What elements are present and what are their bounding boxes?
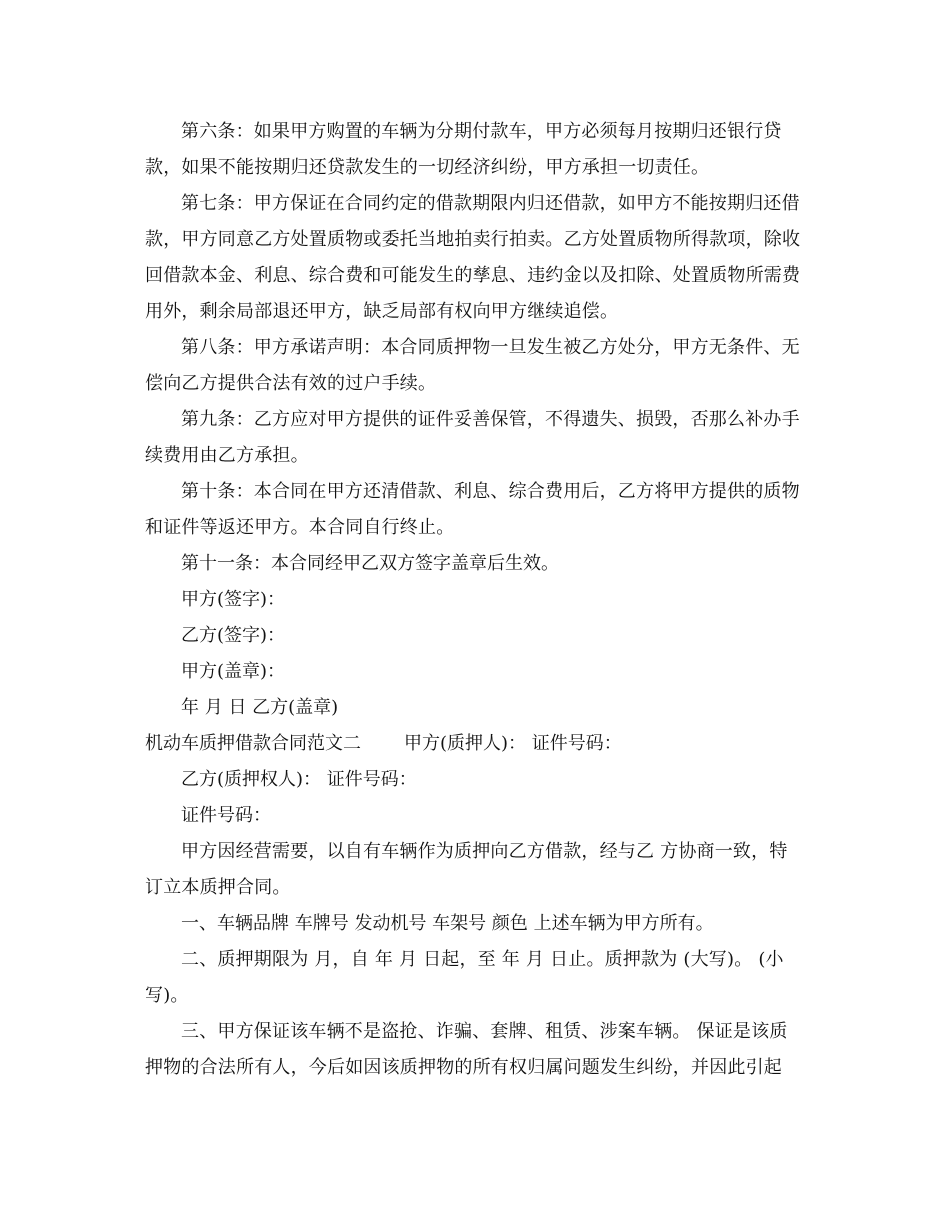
party-a-seal: 甲方(盖章)： (181, 661, 286, 682)
pledgee-line: 乙方(质押权人)： 证件号码： (181, 769, 417, 790)
preamble: 甲方因经营需要，以自有车辆作为质押向乙方借款，经与乙 方协商一致，特订立本质押合同。 (145, 841, 788, 898)
article-9: 第九条：乙方应对甲方提供的证件妥善保管，不得遗失、损毁，否那么补办手续费用由乙方承担。 (145, 409, 800, 466)
clause-1: 一、车辆品牌 车牌号 发动机号 车架号 颜色 上述车辆为甲方所有。 (181, 913, 714, 934)
pledgor-line: 甲方(质押人)： 证件号码： (404, 733, 622, 754)
article-11: 第十一条：本合同经甲乙双方签字盖章后生效。 (181, 553, 559, 574)
party-b-signature: 乙方(签字)： (181, 625, 286, 646)
contract-2-title: 机动车质押借款合同范文二 (145, 733, 361, 754)
article-7: 第七条：甲方保证在合同约定的借款期限内归还借款，如甲方不能按期归还借款，甲方同意乙方处置质物或委托当地拍卖行拍卖。乙方处置质物所得款项，除收回借款本金、利息、综合费和可能发生的孳息、违约金以及扣除、处置质物所需费用外，剩余局部退还甲方，缺乏局部有权向甲方继续追偿。 (145, 193, 801, 322)
id-number-line: 证件号码： (181, 805, 271, 826)
article-6: 第六条：如果甲方购置的车辆为分期付款车，甲方必须每月按期归还银行贷款，如果不能按期归还贷款发生的一切经济纠纷，甲方承担一切责任。 (145, 121, 782, 178)
article-10: 第十条：本合同在甲方还清借款、利息、综合费用后，乙方将甲方提供的质物和证件等返还甲方。本合同自行终止。 (145, 481, 800, 538)
clause-3: 三、甲方保证该车辆不是盗抢、诈骗、套牌、租赁、涉案车辆。 保证是该质押物的合法所有人，今后如因该质押物的所有权归属问题发生纠纷，并因此引起 (145, 1021, 788, 1078)
party-a-signature: 甲方(签字)： (181, 589, 286, 610)
article-8: 第八条：甲方承诺声明：本合同质押物一旦发生被乙方处分，甲方无条件、无偿向乙方提供合法有效的过户手续。 (145, 337, 800, 394)
date-and-party-b-seal: 年 月 日 乙方(盖章) (181, 697, 339, 718)
clause-2: 二、质押期限为 月，自 年 月 日起，至 年 月 日止。质押款为 (大写)。 (小写)。 (145, 949, 784, 1006)
